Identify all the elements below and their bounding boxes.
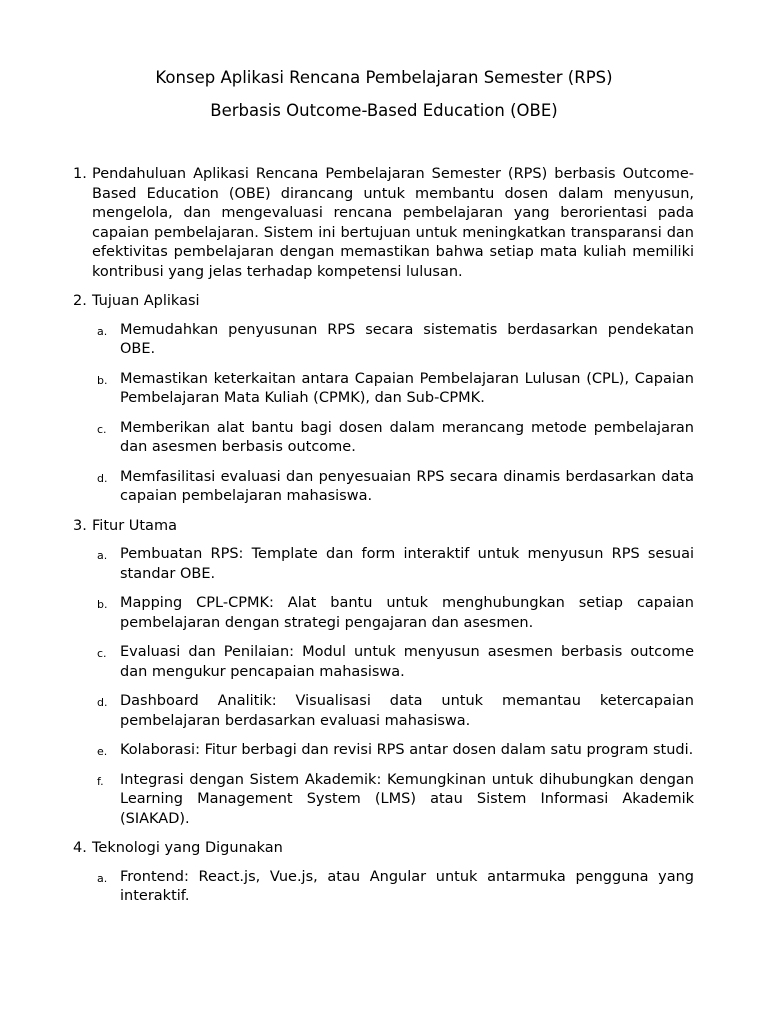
section-text: Pendahuluan Aplikasi Rencana Pembelajaran Semester (RPS) berbasis Outcome-Based Education (OBE) dirancang untuk membantu dosen dalam menyusun, mengelola, dan mengevaluasi rencana pembelajaran yang berorientasi pada capaian pembelajaran. Sistem ini bertujuan untuk meningkatkan transparansi dan efektivitas pembelajaran dengan memastikan bahwa setiap mata kuliah memiliki kontribusi yang jelas terhadap kompetensi lulusan. bbox=[92, 166, 694, 280]
list-item bbox=[73, 741, 694, 761]
list-item-letter: a. bbox=[97, 324, 108, 338]
document-body bbox=[73, 165, 694, 917]
section-text: Fitur Utama bbox=[92, 517, 177, 534]
section-heading bbox=[73, 165, 694, 282]
list-item bbox=[73, 370, 694, 409]
document-subtitle: Berbasis Outcome-Based Education (OBE) bbox=[210, 101, 558, 120]
list-item-letter: b. bbox=[97, 373, 108, 387]
section-heading bbox=[73, 292, 694, 312]
section-text: Teknologi yang Digunakan bbox=[92, 840, 283, 856]
list-item-letter: e. bbox=[97, 745, 108, 758]
section-items bbox=[73, 868, 694, 907]
list-item bbox=[73, 594, 694, 633]
section-number: 4. bbox=[73, 840, 87, 856]
section-items bbox=[73, 321, 694, 507]
list-item-text: Frontend: React.js, Vue.js, atau Angular untuk antarmuka pengguna yang interaktif. bbox=[120, 868, 694, 904]
list-item-letter: a. bbox=[97, 549, 108, 562]
list-item-letter: d. bbox=[97, 696, 108, 709]
list-item-text: Evaluasi dan Penilaian: Modul untuk menyusun asesmen berbasis outcome dan mengukur pencapaian mahasiswa. bbox=[120, 644, 694, 680]
section-2 bbox=[73, 292, 694, 507]
list-item-text: Dashboard Analitik: Visualisasi data untuk memantau ketercapaian pembelajaran berdasarkan evaluasi mahasiswa. bbox=[120, 693, 694, 729]
list-item-letter: a. bbox=[97, 871, 108, 885]
document-title: Konsep Aplikasi Rencana Pembelajaran Semester (RPS) bbox=[155, 68, 613, 87]
section-heading bbox=[73, 839, 694, 859]
list-item-text: Mapping CPL-CPMK: Alat bantu untuk menghubungkan setiap capaian pembelajaran dengan strategi pengajaran dan asesmen. bbox=[120, 595, 694, 631]
section-items bbox=[73, 545, 694, 829]
list-item-letter: b. bbox=[97, 598, 108, 611]
list-item bbox=[73, 419, 694, 458]
list-item bbox=[73, 643, 694, 682]
section-3 bbox=[73, 517, 694, 830]
list-item-text: Kolaborasi: Fitur berbagi dan revisi RPS antar dosen dalam satu program studi. bbox=[120, 742, 694, 758]
list-item-text: Memfasilitasi evaluasi dan penyesuaian RPS secara dinamis berdasarkan data capaian pembelajaran mahasiswa. bbox=[120, 468, 694, 504]
list-item-letter: d. bbox=[97, 471, 108, 485]
section-1 bbox=[73, 165, 694, 282]
list-item bbox=[73, 692, 694, 731]
list-item-text: Memudahkan penyusunan RPS secara sistematis berdasarkan pendekatan OBE. bbox=[120, 321, 694, 357]
list-item-text: Integrasi dengan Sistem Akademik: Kemungkinan untuk dihubungkan dengan Learning Management System (LMS) atau Sistem Informasi Akademik (SIAKAD). bbox=[120, 771, 694, 827]
list-item-text: Memberikan alat bantu bagi dosen dalam merancang metode pembelajaran dan asesmen berbasis outcome. bbox=[120, 419, 694, 455]
list-item bbox=[73, 468, 694, 507]
list-item-text: Pembuatan RPS: Template dan form interaktif untuk menyusun RPS sesuai standar OBE. bbox=[120, 546, 694, 582]
section-number: 3. bbox=[73, 517, 87, 534]
list-item bbox=[73, 868, 694, 907]
list-item bbox=[73, 321, 694, 360]
list-item bbox=[73, 771, 694, 830]
list-item bbox=[73, 545, 694, 584]
section-4 bbox=[73, 839, 694, 907]
section-heading bbox=[73, 517, 694, 537]
list-item-letter: c. bbox=[97, 422, 107, 436]
list-item-letter: c. bbox=[97, 647, 107, 660]
list-item-text: Memastikan keterkaitan antara Capaian Pembelajaran Lulusan (CPL), Capaian Pembelajaran Mata Kuliah (CPMK), dan Sub-CPMK. bbox=[120, 370, 694, 406]
section-number: 2. bbox=[73, 293, 87, 309]
list-item-letter: f. bbox=[97, 774, 104, 788]
section-text: Tujuan Aplikasi bbox=[92, 293, 200, 309]
section-number: 1. bbox=[73, 166, 87, 182]
